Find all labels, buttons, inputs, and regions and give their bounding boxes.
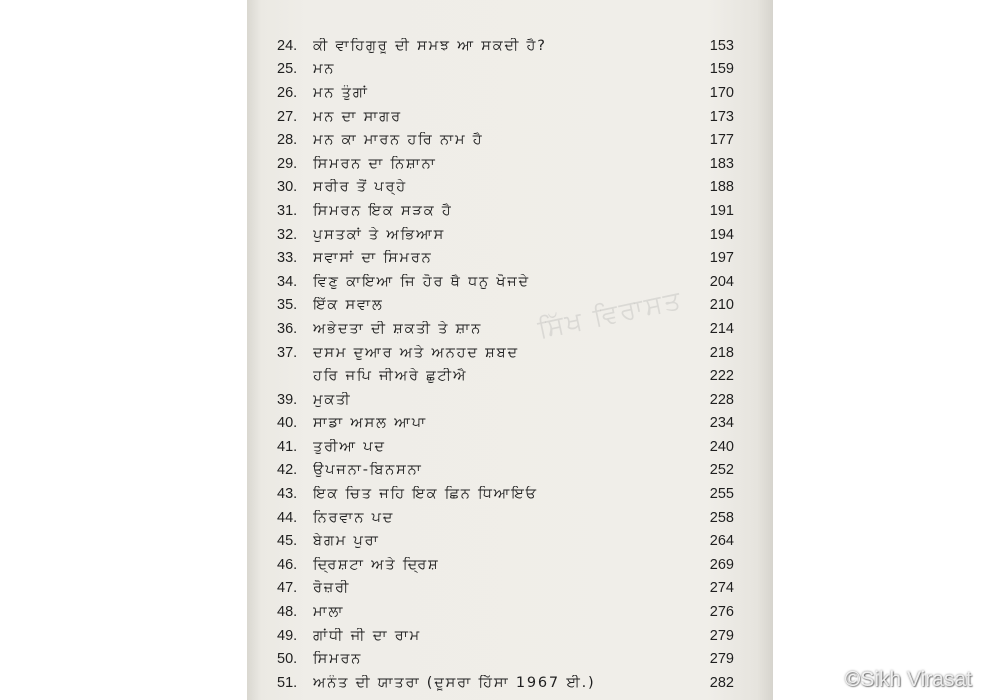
toc-entry-number: 28. xyxy=(277,132,298,149)
toc-entry-number: 37. xyxy=(277,344,298,361)
toc-entry-number: 46. xyxy=(277,556,298,573)
toc-entry-title: ਸਵਾਸਾਂ ਦਾ ਸਿਮਰਨ xyxy=(313,250,433,267)
toc-entry-page: 279 xyxy=(709,651,734,668)
table-of-contents xyxy=(277,34,734,695)
toc-entry-title: ਬੇਗਮ ਪੁਰਾ xyxy=(313,533,380,550)
toc-entry-title: ਦ੍ਰਿਸ਼ਟਾ ਅਤੇ ਦ੍ਰਿਸ਼ xyxy=(313,556,440,573)
toc-entry-page: 177 xyxy=(709,132,734,149)
toc-entry-page: 240 xyxy=(709,438,734,455)
toc-entry-page: 276 xyxy=(709,604,734,621)
toc-entry xyxy=(277,553,734,577)
toc-entry xyxy=(277,647,734,671)
toc-entry-title: ਇੱਕ ਸਵਾਲ xyxy=(313,297,384,314)
toc-entry-number: 43. xyxy=(277,486,298,503)
toc-entry-title: ਵਿਣੁ ਕਾਇਆ ਜਿ ਹੋਰ ਥੈ ਧਨੁ ਖੋਜਦੇ xyxy=(313,273,530,290)
toc-entry-number: 33. xyxy=(277,250,298,267)
toc-entry-title: ਰੋਜ਼ਰੀ xyxy=(313,580,351,597)
toc-entry xyxy=(277,506,734,530)
toc-entry xyxy=(277,81,734,105)
toc-entry-page: 159 xyxy=(709,61,734,78)
toc-entry xyxy=(277,412,734,436)
toc-entry-number: 35. xyxy=(277,297,298,314)
toc-entry-number: 26. xyxy=(277,84,298,101)
toc-entry-number: 39. xyxy=(277,391,298,408)
toc-entry-number: 45. xyxy=(277,533,298,550)
toc-entry xyxy=(277,34,734,58)
toc-entry-title: ਗਾਂਧੀ ਜੀ ਦਾ ਰਾਮ xyxy=(313,627,421,644)
toc-entry-title: ਸਰੀਰ ਤੋਂ ਪਰ੍ਹੇ xyxy=(313,179,407,196)
toc-entry-number: 49. xyxy=(277,627,298,644)
toc-entry-page: 255 xyxy=(709,486,734,503)
toc-entry-page: 173 xyxy=(709,108,734,125)
toc-entry-number: 31. xyxy=(277,202,298,219)
toc-entry-title: ਮੁਕਤੀ xyxy=(313,391,352,408)
toc-entry-number: 48. xyxy=(277,604,298,621)
toc-entry xyxy=(277,105,734,129)
toc-entry-title: ਮਾਲਾ xyxy=(313,604,345,621)
toc-entry xyxy=(277,624,734,648)
toc-entry-number: 29. xyxy=(277,155,298,172)
toc-entry-title: ਮਨ ਕਾ ਮਾਰਨ ਹਰਿ ਨਾਮ ਹੈ xyxy=(313,132,484,149)
watermark: ©Sikh Virasat xyxy=(844,668,972,691)
toc-entry-title: ਸਿਮਰਨ ਦਾ ਨਿਸ਼ਾਨਾ xyxy=(313,155,437,172)
toc-entry-page: 204 xyxy=(709,273,734,290)
toc-entry-title: ਸਿਮਰਨ xyxy=(313,651,363,668)
toc-entry-title: ਮਨ ਦਾ ਸਾਗਰ xyxy=(313,108,402,125)
toc-entry-page: 218 xyxy=(709,344,734,361)
toc-entry xyxy=(277,577,734,601)
toc-entry-title: ਉਪਜਨਾ-ਬਿਨਸਨਾ xyxy=(313,462,423,479)
toc-entry-title: ਪੁਸਤਕਾਂ ਤੇ ਅਭਿਆਸ xyxy=(313,226,446,243)
toc-entry-page: 279 xyxy=(709,627,734,644)
toc-entry-page: 183 xyxy=(709,155,734,172)
toc-entry-page: 252 xyxy=(709,462,734,479)
toc-entry-number: 24. xyxy=(277,37,298,54)
toc-entry-title: ਕੀ ਵਾਹਿਗੁਰੂ ਦੀ ਸਮਝ ਆ ਸਕਦੀ ਹੈ? xyxy=(313,37,547,54)
toc-entry-number: 41. xyxy=(277,438,298,455)
toc-entry-page: 264 xyxy=(709,533,734,550)
toc-entry-page: 214 xyxy=(709,320,734,337)
toc-entry-page: 258 xyxy=(709,509,734,526)
toc-entry xyxy=(277,671,734,695)
toc-entry-number: 42. xyxy=(277,462,298,479)
toc-entry xyxy=(277,600,734,624)
toc-entry-number: 30. xyxy=(277,179,298,196)
toc-entry-title: ਇਕ ਚਿਤ ਜਹਿ ਇਕ ਛਿਨ ਧਿਆਇਓ xyxy=(313,486,538,503)
toc-entry-page: 234 xyxy=(709,415,734,432)
toc-entry-title: ਸਿਮਰਨ ਇਕ ਸੜਕ ਹੈ xyxy=(313,202,453,219)
toc-entry xyxy=(277,199,734,223)
toc-entry-number: 47. xyxy=(277,580,298,597)
toc-entry-title: ਨਿਰਵਾਨ ਪਦ xyxy=(313,509,395,526)
toc-entry xyxy=(277,152,734,176)
toc-entry-title: ਤੁਰੀਆ ਪਦ xyxy=(313,438,386,455)
toc-entry xyxy=(277,128,734,152)
toc-entry-title: ਸਾਡਾ ਅਸਲ ਆਪਾ xyxy=(313,415,427,432)
toc-entry-page: 194 xyxy=(709,226,734,243)
toc-entry-title: ਦਸਮ ਦੁਆਰ ਅਤੇ ਅਨਹਦ ਸ਼ਬਦ xyxy=(313,344,519,361)
toc-entry-number: 27. xyxy=(277,108,298,125)
toc-entry-number: 51. xyxy=(277,674,298,691)
toc-entry xyxy=(277,341,734,365)
toc-entry xyxy=(277,364,734,388)
toc-entry xyxy=(277,246,734,270)
toc-entry-page: 191 xyxy=(709,202,734,219)
toc-entry-title: ਮਨ xyxy=(313,61,336,78)
toc-entry xyxy=(277,317,734,341)
toc-entry-page: 170 xyxy=(709,84,734,101)
toc-entry-page: 228 xyxy=(709,391,734,408)
toc-entry-number: 36. xyxy=(277,320,298,337)
toc-entry-title: ਹਰਿ ਜਪਿ ਜੀਅਰੇ ਛੁਟੀਐ xyxy=(313,368,468,385)
toc-entry-page: 197 xyxy=(709,250,734,267)
toc-entry xyxy=(277,482,734,506)
toc-entry xyxy=(277,388,734,412)
toc-entry xyxy=(277,435,734,459)
toc-entry xyxy=(277,529,734,553)
toc-entry-title: ਅਨੰਤ ਦੀ ਯਾਤਰਾ (ਦੂਸਰਾ ਹਿੱਸਾ 1967 ਈ.) xyxy=(313,674,596,691)
book-page xyxy=(247,0,773,700)
toc-entry-page: 222 xyxy=(709,368,734,385)
toc-entry-number: 44. xyxy=(277,509,298,526)
faint-stamp: ਸਿੱਖ ਵਿਰਾਸਤ xyxy=(535,285,686,345)
toc-entry-page: 153 xyxy=(709,37,734,54)
toc-entry xyxy=(277,459,734,483)
toc-entry-number: 25. xyxy=(277,61,298,78)
toc-entry-title: ਅਭੇਦਤਾ ਦੀ ਸ਼ਕਤੀ ਤੇ ਸ਼ਾਨ xyxy=(313,320,483,337)
toc-entry-page: 282 xyxy=(709,674,734,691)
toc-entry-number: 40. xyxy=(277,415,298,432)
toc-entry-page: 269 xyxy=(709,556,734,573)
toc-entry xyxy=(277,58,734,82)
toc-entry-number: 34. xyxy=(277,273,298,290)
toc-entry-title: ਮਨ ਤੁੰਗਾਂ xyxy=(313,84,369,101)
toc-entry-number: 50. xyxy=(277,651,298,668)
toc-entry-number: 32. xyxy=(277,226,298,243)
toc-entry xyxy=(277,223,734,247)
toc-entry-page: 210 xyxy=(709,297,734,314)
toc-entry-page: 274 xyxy=(709,580,734,597)
toc-entry xyxy=(277,176,734,200)
toc-entry-page: 188 xyxy=(709,179,734,196)
